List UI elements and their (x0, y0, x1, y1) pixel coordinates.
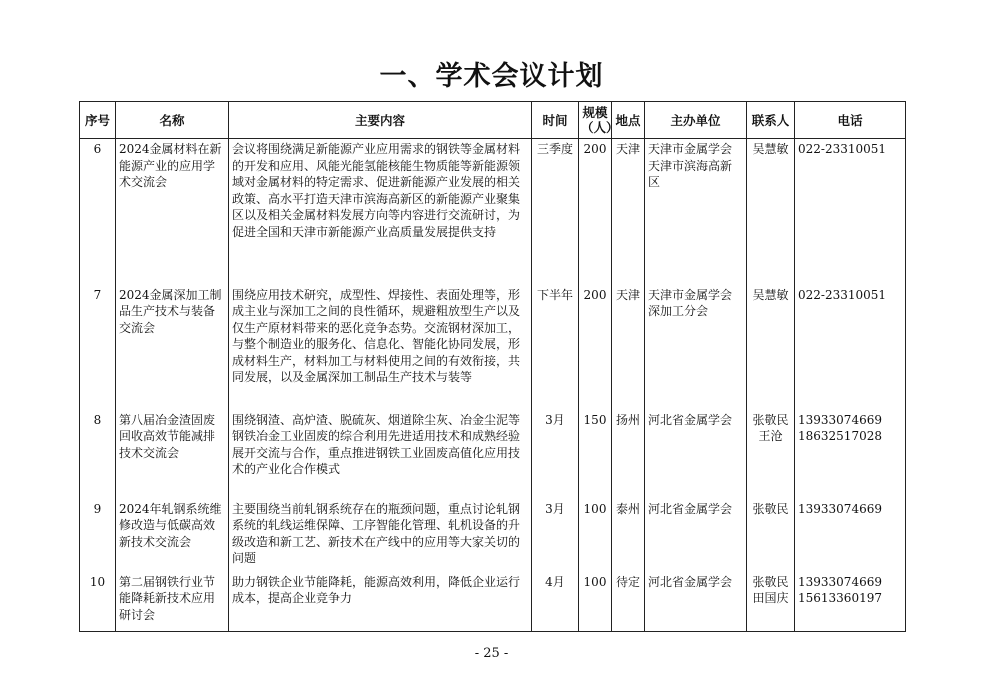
cell-content: 会议将围绕满足新能源产业应用需求的钢铁等金属材料的开发和应用、风能光能氢能核能生物质能等新能源领域对金属材料的特定需求、促进新能源产业发展的相关政策、高水平打造天津市滨海高新区的新能源产业聚集区以及相关金属材料发展方向等内容进行交流研讨，为促进全国和天津市新能源产业高质量发展提供支持 (229, 139, 532, 285)
cell-organizer: 河北省金属学会 (645, 572, 747, 632)
cell-content: 围绕钢渣、高炉渣、脱硫灰、烟道除尘灰、冶金尘泥等钢铁冶金工业固废的综合利用先进适用技术和成熟经验展开交流与合作，重点推进钢铁工业固废高值化应用技术的产业化合作模式 (229, 410, 532, 499)
cell-contact: 吴慧敏 (747, 285, 795, 410)
cell-contact: 张敬民 田国庆 (747, 572, 795, 632)
cell-scale: 100 (579, 499, 612, 572)
cell-organizer: 河北省金属学会 (645, 499, 747, 572)
table-row (80, 139, 906, 285)
header-organizer: 主办单位 (645, 102, 747, 139)
cell-place: 待定 (612, 572, 645, 632)
cell-phone: 022-23310051 (795, 139, 906, 285)
cell-name: 2024年轧钢系统维修改造与低碳高效新技术交流会 (116, 499, 229, 572)
cell-no: 7 (80, 285, 116, 410)
header-name: 名称 (116, 102, 229, 139)
cell-phone: 022-23310051 (795, 285, 906, 410)
cell-organizer: 河北省金属学会 (645, 410, 747, 499)
header-time: 时间 (532, 102, 579, 139)
cell-contact: 张敬民 (747, 499, 795, 572)
cell-content: 主要围绕当前轧钢系统存在的瓶颈问题，重点讨论轧钢系统的轧线运维保障、工序智能化管理、轧机设备的升级改造和新工艺、新技术在产线中的应用等大家关切的问题 (229, 499, 532, 572)
cell-organizer: 天津市金属学会 深加工分会 (645, 285, 747, 410)
cell-name: 第八届冶金渣固废回收高效节能减排技术交流会 (116, 410, 229, 499)
cell-content: 围绕应用技术研究，成型性、焊接性、表面处理等，形成主业与深加工之间的良性循环，规避粗放型生产以及仅生产原材料带来的恶化竞争态势。交流钢材深加工，与整个制造业的服务化、信息化、智能化协同发展，形成材料生产，材料加工与材料使用之间的有效衔接，共同发展，以及金属深加工制品生产技术与装等 (229, 285, 532, 410)
cell-place: 天津 (612, 139, 645, 285)
cell-organizer: 天津市金属学会 天津市滨海高新区 (645, 139, 747, 285)
table-row (80, 499, 906, 572)
table-row (80, 572, 906, 632)
cell-scale: 200 (579, 139, 612, 285)
header-scale: 规模（人） (579, 102, 612, 139)
table-row (80, 410, 906, 499)
cell-phone: 13933074669 (795, 499, 906, 572)
cell-phone: 13933074669 15613360197 (795, 572, 906, 632)
cell-place: 泰州 (612, 499, 645, 572)
cell-phone: 13933074669 18632517028 (795, 410, 906, 499)
header-place: 地点 (612, 102, 645, 139)
cell-contact: 吴慧敏 (747, 139, 795, 285)
cell-no: 10 (80, 572, 116, 632)
header-content: 主要内容 (229, 102, 532, 139)
page-title: 一、学术会议计划 (379, 61, 604, 92)
cell-scale: 150 (579, 410, 612, 499)
cell-no: 8 (80, 410, 116, 499)
cell-no: 6 (80, 139, 116, 285)
cell-time: 3月 (532, 410, 579, 499)
conference-plan-table (79, 101, 906, 632)
cell-name: 2024金属深加工制品生产技术与装备交流会 (116, 285, 229, 410)
cell-scale: 100 (579, 572, 612, 632)
cell-place: 扬州 (612, 410, 645, 499)
cell-no: 9 (80, 499, 116, 572)
header-phone: 电话 (795, 102, 906, 139)
header-no: 序号 (80, 102, 116, 139)
cell-content: 助力钢铁企业节能降耗，能源高效利用，降低企业运行成本，提高企业竞争力 (229, 572, 532, 632)
page-number: - 25 - (474, 646, 509, 661)
table-row (80, 285, 906, 410)
cell-name: 2024金属材料在新能源产业的应用学术交流会 (116, 139, 229, 285)
cell-name: 第二届钢铁行业节能降耗新技术应用研讨会 (116, 572, 229, 632)
cell-time: 三季度 (532, 139, 579, 285)
cell-scale: 200 (579, 285, 612, 410)
cell-place: 天津 (612, 285, 645, 410)
cell-contact: 张敬民 王沧 (747, 410, 795, 499)
cell-time: 下半年 (532, 285, 579, 410)
table-header-row (80, 102, 906, 139)
header-contact: 联系人 (747, 102, 795, 139)
cell-time: 3月 (532, 499, 579, 572)
cell-time: 4月 (532, 572, 579, 632)
